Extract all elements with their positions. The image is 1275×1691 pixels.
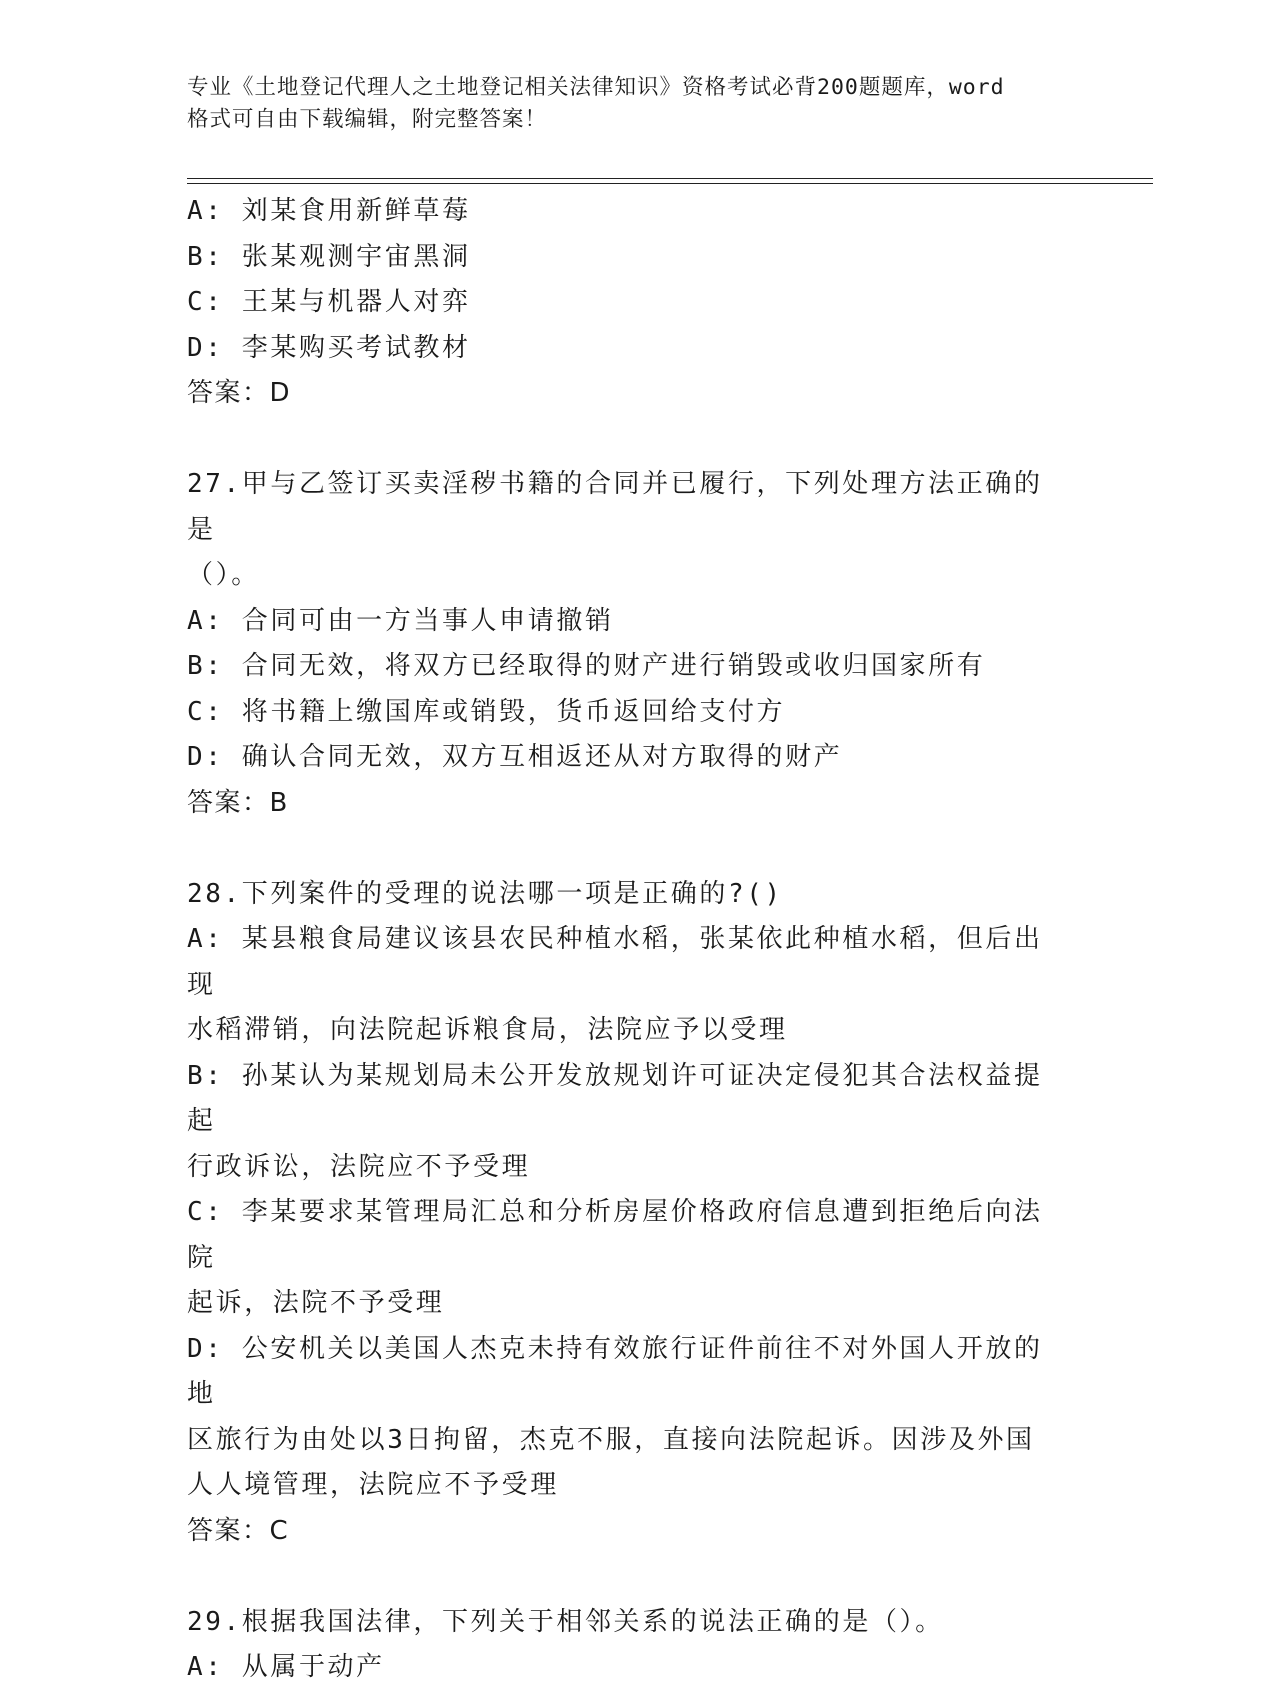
q26-option-c: C: 王某与机器人对弈	[187, 287, 471, 317]
spacer	[187, 1554, 1067, 1600]
header-title-line-2: 格式可自由下载编辑，附完整答案！	[187, 107, 548, 132]
q28-option-c-line-1: C: 李某要求某管理局汇总和分析房屋价格政府信息遭到拒绝后向法院	[187, 1197, 1043, 1273]
q29-stem: 29.根据我国法律，下列关于相邻关系的说法正确的是（）。	[187, 1606, 944, 1637]
spacer	[187, 417, 1067, 463]
spacer	[187, 826, 1067, 872]
header-divider-bottom	[187, 183, 1153, 184]
header-divider-top	[187, 178, 1153, 179]
q26-option-b: B: 张某观测宇宙黑洞	[187, 241, 471, 272]
q27-option-c: C: 将书籍上缴国库或销毁，货币返回给支付方	[187, 696, 786, 727]
q28-stem: 28.下列案件的受理的说法哪一项是正确的?()	[187, 878, 783, 909]
q27-stem-line-1: 27.甲与乙签订买卖淫秽书籍的合同并已履行，下列处理方法正确的是	[187, 469, 1043, 545]
q29-option-a: A: 从属于动产	[187, 1652, 385, 1682]
q27-option-a: A: 合同可由一方当事人申请撤销	[187, 605, 614, 636]
question-26-block	[187, 189, 1067, 417]
q27-option-d: D: 确认合同无效，双方互相返还从对方取得的财产	[187, 742, 843, 772]
q28-answer: 答案：C	[187, 1515, 290, 1546]
q28-option-d-line-3: 人人境管理，法院应不予受理	[187, 1470, 559, 1500]
question-27-block	[187, 462, 1067, 826]
q26-option-a: A: 刘某食用新鲜草莓	[187, 196, 471, 226]
q27-option-b: B: 合同无效，将双方已经取得的财产进行销毁或收归国家所有	[187, 651, 986, 681]
q28-option-b-line-1: B: 孙某认为某规划局未公开发放规划许可证决定侵犯其合法权益提起	[187, 1060, 1043, 1136]
q26-answer: 答案：D	[187, 378, 292, 408]
q28-option-d-line-2: 区旅行为由处以3日拘留，杰克不服，直接向法院起诉。因涉及外国	[187, 1424, 1035, 1455]
q28-option-c-line-2: 起诉，法院不予受理	[187, 1288, 445, 1318]
question-28-block	[187, 872, 1067, 1555]
header-title-line-1: 专业《土地登记代理人之土地登记相关法律知识》资格考试必背200题题库，word	[187, 75, 1005, 100]
q26-option-d: D: 李某购买考试教材	[187, 332, 471, 363]
q28-option-a-line-1: A: 某县粮食局建议该县农民种植水稻，张某依此种植水稻，但后出现	[187, 924, 1043, 1000]
document-header	[187, 72, 1087, 136]
q27-stem-line-2: （）。	[187, 560, 260, 590]
q28-option-b-line-2: 行政诉讼，法院应不予受理	[187, 1151, 531, 1182]
q28-option-d-line-1: D: 公安机关以美国人杰克未持有效旅行证件前往不对外国人开放的地	[187, 1333, 1043, 1409]
q28-option-a-line-2: 水稻滞销，向法院起诉粮食局，法院应予以受理	[187, 1015, 788, 1045]
q27-answer: 答案：B	[187, 787, 289, 818]
question-content	[187, 189, 1067, 1691]
question-29-block	[187, 1600, 1067, 1691]
